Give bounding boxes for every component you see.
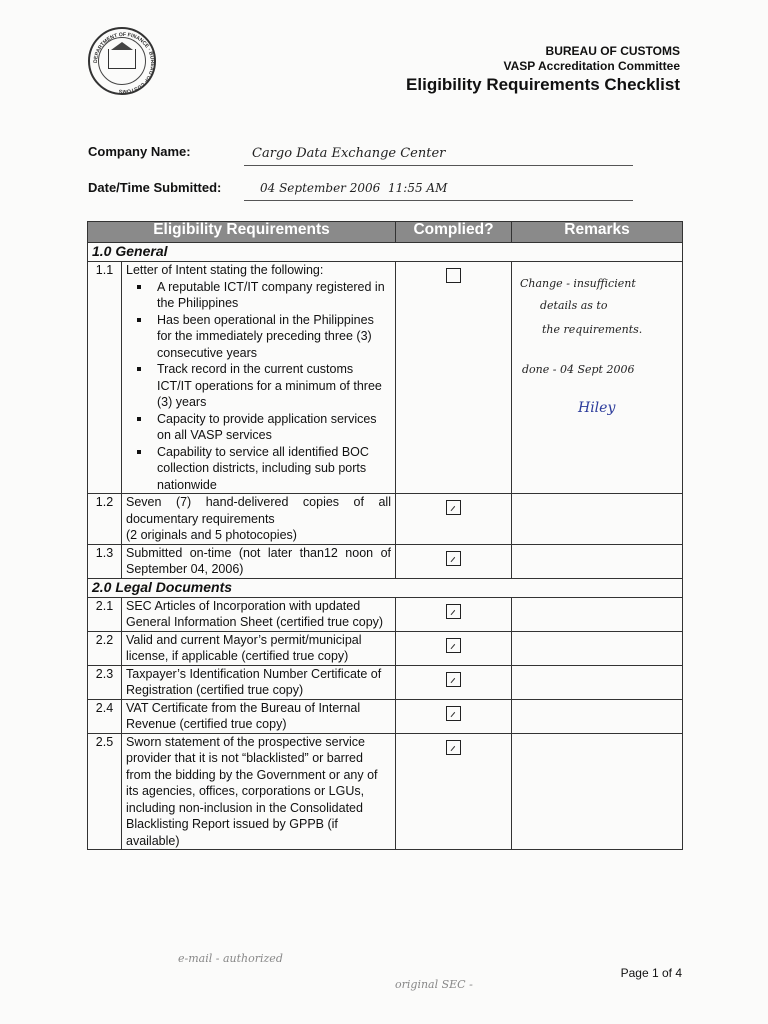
requirement-bullet-list xyxy=(126,279,391,494)
complied-cell xyxy=(396,699,512,733)
table-row xyxy=(88,699,683,733)
remarks-cell xyxy=(512,631,683,665)
table-row xyxy=(88,631,683,665)
date-submitted-label: Date/Time Submitted: xyxy=(88,180,222,195)
requirement-text: VAT Certificate from the Bureau of Internal Revenue (certified true copy) xyxy=(122,699,396,733)
table-header-row xyxy=(88,222,683,243)
committee-name: VASP Accreditation Committee xyxy=(503,59,680,73)
table-row xyxy=(88,544,683,578)
row-number: 1.1 xyxy=(88,262,122,494)
requirement-text: Sworn statement of the prospective service provider that it is not “blacklisted” or barred from the bidding by the Government or any of its agencies, offices, corporations or LGUs, including non-inclusion in the Consolidated Blacklisting Report issued by GPPB (if available) xyxy=(122,733,396,850)
complied-cell xyxy=(396,262,512,494)
complied-cell xyxy=(396,494,512,545)
seal-building-icon xyxy=(108,49,136,69)
remark-line: details as to xyxy=(540,299,608,312)
complied-checkbox[interactable] xyxy=(446,500,461,515)
requirement-cell xyxy=(122,494,396,545)
bullet-item: Has been operational in the Philippines for the immediately preceding three (3) consecutive years xyxy=(157,312,391,362)
requirement-text: Letter of Intent stating the following: xyxy=(126,263,324,277)
remarks-cell xyxy=(512,544,683,578)
remarks-cell xyxy=(512,699,683,733)
page-number: Page 1 of 4 xyxy=(620,966,682,980)
table-row xyxy=(88,597,683,631)
bullet-item: Capacity to provide application services on all VASP services xyxy=(157,411,391,444)
time-submitted-value[interactable]: 11:55 AM xyxy=(388,181,448,195)
bureau-seal-logo xyxy=(88,27,156,95)
remarks-cell xyxy=(512,597,683,631)
row-number: 2.1 xyxy=(88,597,122,631)
date-submitted-value[interactable]: 04 September 2006 xyxy=(260,181,381,195)
table-row xyxy=(88,665,683,699)
company-name-line xyxy=(244,165,633,166)
complied-checkbox[interactable] xyxy=(446,604,461,619)
table-row xyxy=(88,733,683,850)
complied-checkbox[interactable] xyxy=(446,672,461,687)
remark-line: Change - insufficient xyxy=(520,277,636,290)
date-submitted-line xyxy=(244,200,633,201)
handwritten-note: original SEC - xyxy=(395,978,473,991)
complied-checkbox[interactable] xyxy=(446,706,461,721)
remarks-cell xyxy=(512,494,683,545)
col-header-remarks: Remarks xyxy=(512,222,683,243)
col-header-complied: Complied? xyxy=(396,222,512,243)
section-title-legal-documents: 2.0 Legal Documents xyxy=(88,578,683,597)
complied-checkbox[interactable] xyxy=(446,268,461,283)
requirement-cell xyxy=(122,262,396,494)
remark-line: the requirements. xyxy=(542,323,643,336)
requirement-text: SEC Articles of Incorporation with updated General Information Sheet (certified true copy) xyxy=(122,597,396,631)
complied-checkbox[interactable] xyxy=(446,551,461,566)
section-row xyxy=(88,578,683,597)
handwritten-note: e-mail - authorized xyxy=(178,952,283,965)
requirement-text: Taxpayer’s Identification Number Certificate of Registration (certified true copy) xyxy=(122,665,396,699)
requirement-text: Valid and current Mayor’s permit/municipal license, if applicable (certified true copy) xyxy=(122,631,396,665)
bullet-item: Capability to service all identified BOC collection districts, including sub ports nationwide xyxy=(157,444,391,494)
remarks-cell xyxy=(512,733,683,850)
complied-cell xyxy=(396,665,512,699)
row-number: 2.4 xyxy=(88,699,122,733)
complied-checkbox[interactable] xyxy=(446,740,461,755)
remark-line: done - 04 Sept 2006 xyxy=(522,363,635,376)
complied-cell xyxy=(396,544,512,578)
row-number: 1.3 xyxy=(88,544,122,578)
table-row xyxy=(88,494,683,545)
org-name: BUREAU OF CUSTOMS xyxy=(545,44,680,58)
remarks-cell xyxy=(512,262,683,494)
company-name-label: Company Name: xyxy=(88,144,191,159)
row-number: 2.5 xyxy=(88,733,122,850)
company-name-value[interactable]: Cargo Data Exchange Center xyxy=(252,146,446,161)
requirement-text: Seven (7) hand-delivered copies of all documentary requirements xyxy=(126,495,391,526)
section-title-general: 1.0 General xyxy=(88,243,683,262)
complied-cell xyxy=(396,631,512,665)
row-number: 2.3 xyxy=(88,665,122,699)
remarks-cell xyxy=(512,665,683,699)
requirement-text: Submitted on-time (not later than12 noon of September 04, 2006) xyxy=(122,544,396,578)
svg-text:DEPARTMENT OF FINANCE · BUREAU: DEPARTMENT OF FINANCE · BUREAU OF CUSTOMS xyxy=(92,31,156,95)
remark-signature: Hiley xyxy=(578,400,616,416)
section-row xyxy=(88,243,683,262)
row-number: 2.2 xyxy=(88,631,122,665)
bullet-item: Track record in the current customs ICT/IT operations for a minimum of three (3) years xyxy=(157,361,391,411)
complied-checkbox[interactable] xyxy=(446,638,461,653)
page-title: Eligibility Requirements Checklist xyxy=(406,75,680,94)
requirement-text-extra: (2 originals and 5 photocopies) xyxy=(126,528,297,542)
bullet-item: A reputable ICT/IT company registered in the Philippines xyxy=(157,279,391,312)
col-header-requirements: Eligibility Requirements xyxy=(88,222,396,243)
complied-cell xyxy=(396,597,512,631)
row-number: 1.2 xyxy=(88,494,122,545)
complied-cell xyxy=(396,733,512,850)
table-row xyxy=(88,262,683,494)
eligibility-checklist-table xyxy=(87,221,683,850)
